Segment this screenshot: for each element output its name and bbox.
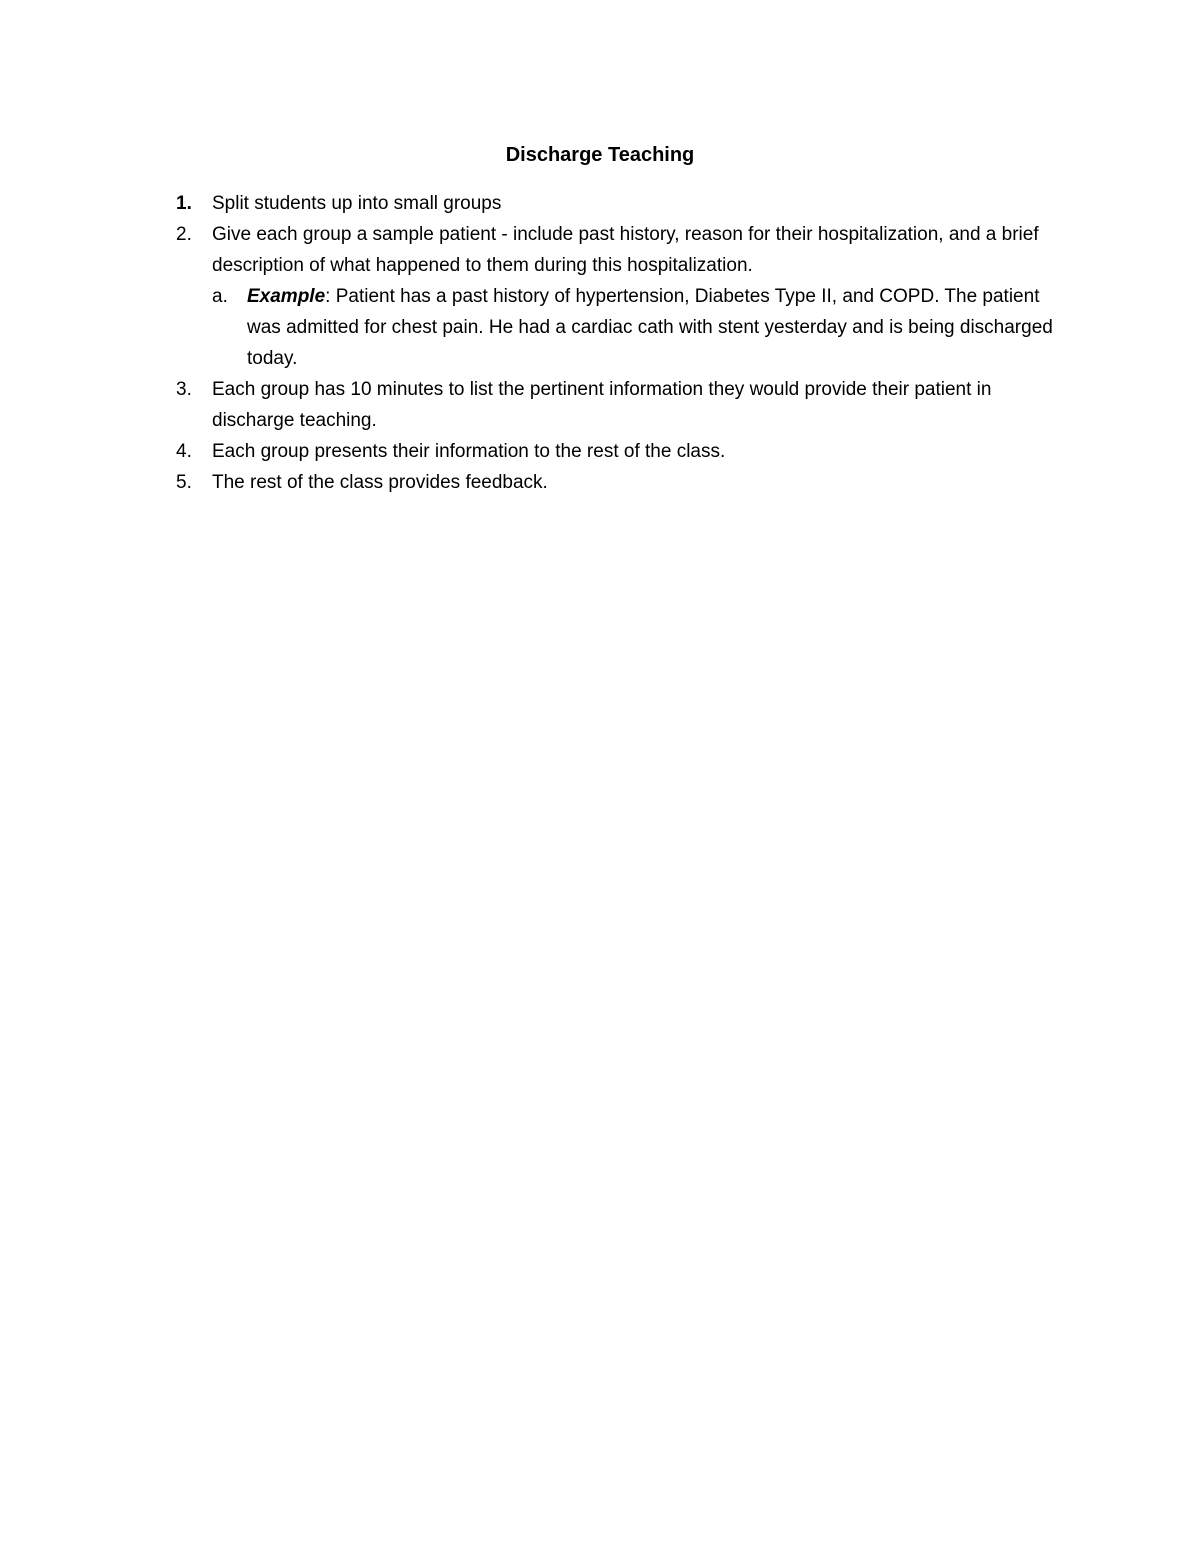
numbered-list (176, 188, 1076, 498)
example-label: Example (247, 286, 326, 307)
list-item-text: Each group has 10 minutes to list the pertinent information they would provide their patient in discharge teaching. (212, 379, 992, 431)
list-item (176, 374, 1076, 436)
list-item (176, 188, 1076, 219)
list-item-number: 2. (176, 224, 192, 245)
list-item-number: 3. (176, 379, 192, 400)
list-item (176, 467, 1076, 498)
sub-list-item-marker: a. (212, 286, 228, 307)
list-item-number: 1. (176, 193, 192, 214)
list-item (176, 219, 1076, 374)
list-item-text: Give each group a sample patient - include past history, reason for their hospitalization, and a brief description of what happened to them during this hospitalization. (212, 224, 1039, 276)
list-item-text: The rest of the class provides feedback. (212, 472, 548, 493)
page-title: Discharge Teaching (505, 144, 695, 166)
list-item (176, 436, 1076, 467)
sub-list-item-text: : Patient has a past history of hypertension, Diabetes Type II, and COPD. The patient was admitted for chest pain. He had a cardiac cath with stent yesterday and is being discharged today. (247, 286, 1053, 369)
list-item-number: 4. (176, 441, 192, 462)
list-item-number: 5. (176, 472, 192, 493)
sub-list-item (212, 281, 1076, 374)
list-item-text: Split students up into small groups (212, 193, 502, 214)
list-item-text: Each group presents their information to the rest of the class. (212, 441, 726, 462)
